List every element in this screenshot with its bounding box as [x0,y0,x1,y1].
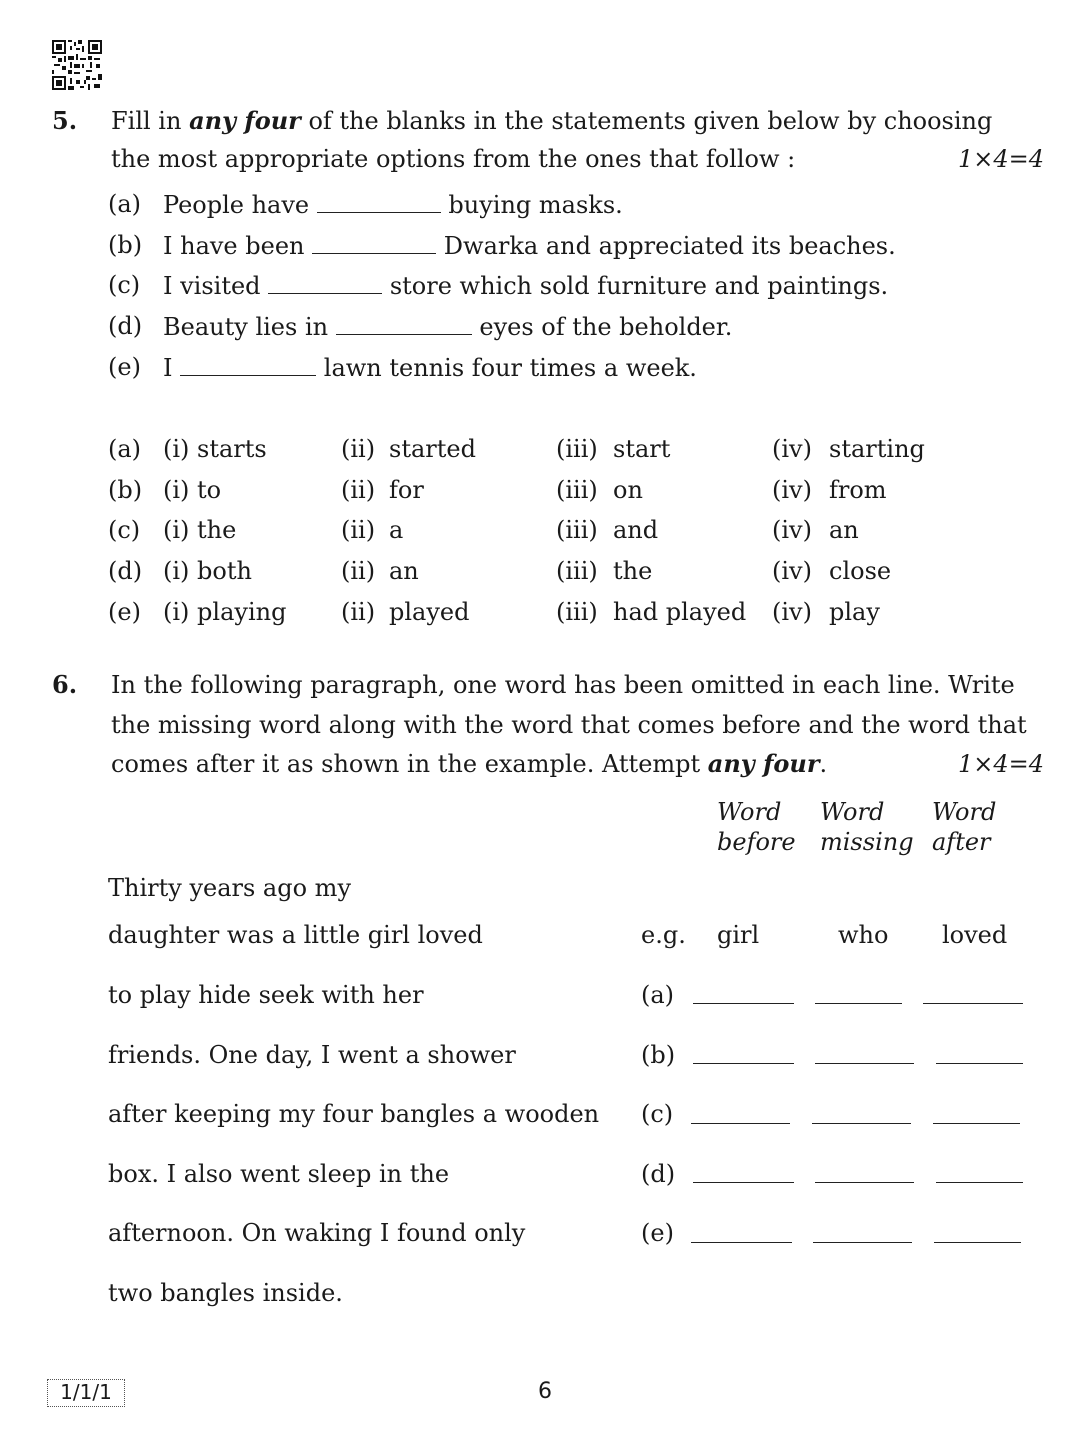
option-row-label: (b) [108,476,143,504]
answer-label: (b) [641,1041,676,1069]
option-choice[interactable]: for [389,476,424,504]
option-choice[interactable]: (i) the [163,516,237,544]
statement-label: (b) [108,231,143,259]
option-choice[interactable]: started [389,435,476,463]
statement-text: I visited [163,272,261,300]
statement-text: I have been [163,232,305,260]
option-row-label: (a) [108,435,142,463]
question-instruction [111,107,992,135]
paragraph-line: box. I also went sleep in the [108,1160,450,1188]
fill-blank[interactable] [312,231,436,254]
example-label: e.g. [641,921,686,949]
answer-blank-word-after[interactable] [934,1242,1021,1243]
option-numeral: (iv) [772,557,812,585]
paragraph-line: friends. One day, I went a shower [108,1041,516,1069]
instruction-emphasis: any four [189,106,301,135]
answer-blank-word-before[interactable] [691,1123,790,1124]
instruction-line-1: In the following paragraph, one word has been omitted in each line. Write [111,671,1015,699]
paper-code: 1/1/1 [60,1380,112,1404]
header-word-before-1: Word [717,798,782,826]
statement-text: Dwarka and appreciated its beaches. [443,232,896,260]
answer-label: (d) [641,1160,676,1188]
answer-label: (e) [641,1219,674,1247]
option-numeral: (ii) [341,557,376,585]
example-word-after: loved [942,921,1008,949]
option-choice[interactable]: a [389,516,404,544]
paragraph-line: after keeping my four bangles a wooden [108,1100,600,1128]
fill-blank[interactable] [180,353,316,376]
option-numeral: (iv) [772,516,812,544]
option-choice[interactable]: (i) playing [163,598,287,626]
header-word-missing-1: Word [820,798,885,826]
option-numeral: (iii) [556,598,598,626]
statement-text: lawn tennis four times a week. [323,354,697,382]
option-choice[interactable]: had played [613,598,747,626]
answer-blank-word-before[interactable] [693,1063,794,1064]
statement-label: (e) [108,353,141,381]
answer-blank-word-after[interactable] [933,1123,1020,1124]
paper-code-box [47,1379,125,1407]
paragraph-line: daughter was a little girl loved [108,921,483,949]
option-choice[interactable]: (i) both [163,557,252,585]
option-choice[interactable]: from [829,476,887,504]
option-choice[interactable]: the [613,557,653,585]
option-choice[interactable]: starting [829,435,925,463]
marks-label: 1×4=4 [958,750,1045,778]
statement-label: (c) [108,271,141,299]
statement-item [163,271,888,300]
question-number: 6. [52,670,78,699]
answer-blank-word-after[interactable] [923,1003,1023,1004]
option-numeral: (ii) [341,598,376,626]
fill-blank[interactable] [268,271,382,294]
statement-text: Beauty lies in [163,313,329,341]
option-choice[interactable]: an [829,516,859,544]
option-numeral: (iii) [556,557,598,585]
answer-blank-word-missing[interactable] [813,1242,912,1243]
option-numeral: (iii) [556,476,598,504]
header-word-after-1: Word [932,798,997,826]
statement-text: buying masks. [448,191,623,219]
answer-blank-word-after[interactable] [936,1063,1023,1064]
statement-text: store which sold furniture and paintings. [389,272,889,300]
statement-item [163,231,896,260]
instruction-text: of the blanks in the statements given below by choosing [300,107,993,135]
option-choice[interactable]: and [613,516,659,544]
option-numeral: (ii) [341,476,376,504]
option-choice[interactable]: (i) starts [163,435,267,463]
option-choice[interactable]: an [389,557,419,585]
statement-item [163,312,732,341]
statement-text: I [163,354,173,382]
option-numeral: (iv) [772,435,812,463]
option-choice[interactable]: (i) to [163,476,222,504]
header-word-missing-2: missing [820,828,914,856]
header-word-before-2: before [717,828,796,856]
instruction-text: Fill in [111,107,190,135]
answer-blank-word-before[interactable] [691,1242,792,1243]
header-word-after-2: after [932,828,991,856]
statement-text: eyes of the beholder. [479,313,733,341]
instruction-line-2: the missing word along with the word that comes before and the word that [111,711,1027,739]
statement-item [163,353,697,382]
option-choice[interactable]: on [613,476,643,504]
answer-blank-word-missing[interactable] [815,1063,914,1064]
example-word-missing: who [838,921,889,949]
option-choice[interactable]: start [613,435,671,463]
paragraph-line: two bangles inside. [108,1279,343,1307]
option-numeral: (ii) [341,435,376,463]
instruction-text: . [819,750,828,778]
answer-blank-word-missing[interactable] [812,1123,911,1124]
question-number: 5. [52,106,78,135]
instruction-line-2: the most appropriate options from the ones that follow : [111,145,796,173]
option-choice[interactable]: close [829,557,892,585]
option-choice[interactable]: play [829,598,880,626]
statement-item [163,190,623,219]
answer-label: (a) [641,981,675,1009]
option-numeral: (iii) [556,435,598,463]
instruction-emphasis: any four [707,749,820,778]
option-choice[interactable]: played [389,598,470,626]
option-row-label: (c) [108,516,141,544]
answer-blank-word-after[interactable] [936,1182,1023,1183]
page-number: 6 [538,1379,552,1404]
marks-label: 1×4=4 [958,145,1045,173]
statement-label: (a) [108,190,142,218]
fill-blank[interactable] [317,190,441,213]
option-numeral: (iii) [556,516,598,544]
answer-blank-word-before[interactable] [693,1182,794,1183]
option-numeral: (iv) [772,476,812,504]
option-numeral: (ii) [341,516,376,544]
option-row-label: (e) [108,598,141,626]
answer-blank-word-missing[interactable] [815,1182,914,1183]
paragraph-line: Thirty years ago my [108,874,351,902]
answer-label: (c) [641,1100,674,1128]
instruction-line-3 [111,750,827,778]
answer-blank-word-before[interactable] [693,1003,794,1004]
answer-blank-word-missing[interactable] [815,1003,902,1004]
statement-text: People have [163,191,310,219]
statement-label: (d) [108,312,143,340]
example-word-before: girl [717,921,760,949]
option-numeral: (iv) [772,598,812,626]
qr-code-icon [52,40,102,90]
paragraph-line: afternoon. On waking I found only [108,1219,526,1247]
fill-blank[interactable] [336,312,472,335]
instruction-text: comes after it as shown in the example. Attempt [111,750,708,778]
option-row-label: (d) [108,557,143,585]
paragraph-line: to play hide seek with her [108,981,424,1009]
